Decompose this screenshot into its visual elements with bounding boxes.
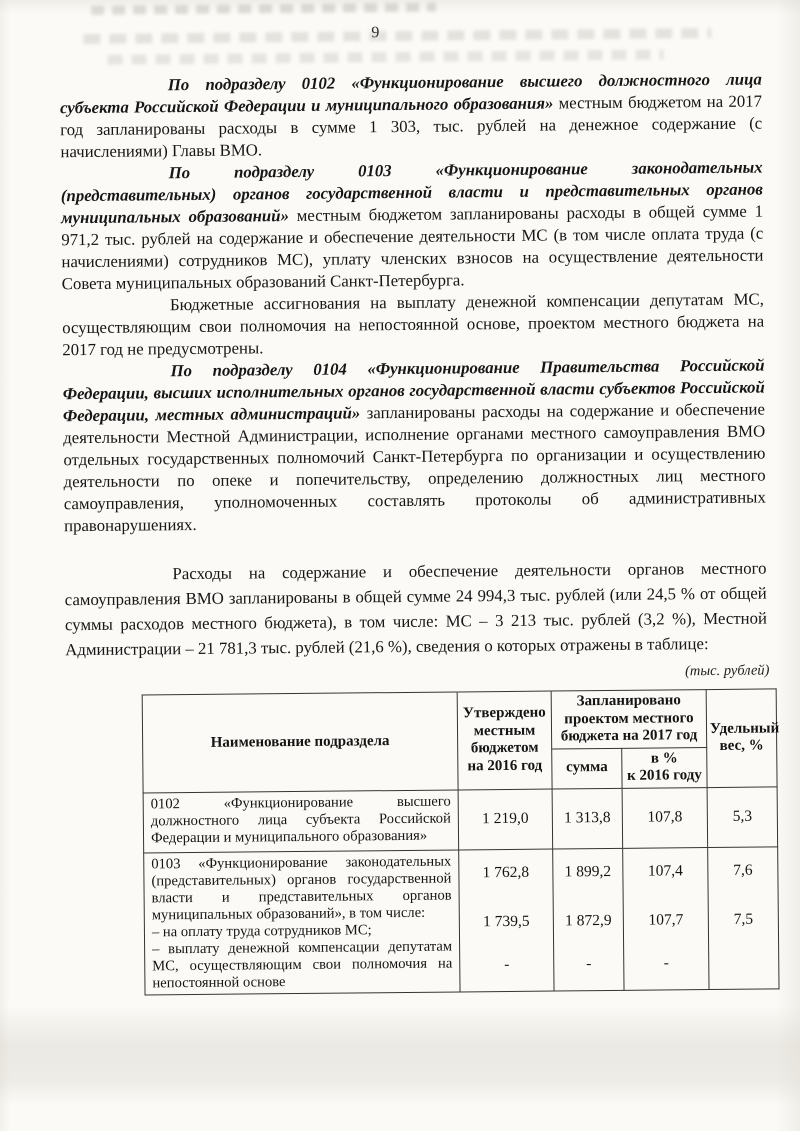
col-header-name: Наименование подраздела	[142, 692, 458, 793]
cell-pct-0103-total: 107,4	[647, 861, 683, 880]
unit-note: (тыс. рублей)	[684, 662, 770, 680]
cell-pct-0103	[623, 847, 709, 990]
cell-pct-0103-compensation: -	[663, 953, 669, 971]
paragraph-subsection-0104	[62, 354, 766, 537]
cell-name-0102: 0102 «Функционирование высшего должностного лица субъекта Российской Федерации и муниципального образования»	[143, 789, 459, 852]
col-header-pct-to-2016: в % к 2016 году	[622, 747, 707, 788]
cell-weight-0103-salary: 7,5	[733, 910, 754, 928]
cell-approved-0102: 1 219,0	[458, 789, 553, 850]
paragraph-lead-0104: По подразделу 0104 «Функционирование Правительства Российской Федерации, высших исполнительных органов государственной власти субъектов Российской Федерации, местных администраций»	[62, 355, 765, 426]
page-number: 9	[371, 24, 380, 42]
paragraph-budget-allocations: Бюджетные ассигнования на выплату денежной компенсации депутатам МС, осуществляющим свои полномочия на непостоянной основе, проектом местного бюджета на 2017 год не предусмотрены.	[62, 289, 765, 360]
budget-table	[142, 688, 780, 995]
cell-pct-0103-salary: 107,7	[648, 910, 684, 929]
col-header-planned-2017-group: Запланировано проектом местного бюджета на 2017 год	[551, 690, 707, 749]
cell-weight-0103	[708, 846, 779, 989]
cell-sum-0103-salary: 1 872,9	[565, 911, 612, 929]
cell-name-0103-sub2: – выплату денежной компенсации депутатам МС, осуществляющим свои полномочия на непостоянной основе	[152, 938, 453, 991]
document-body	[60, 69, 768, 663]
cell-pct-0102: 107,8	[622, 787, 708, 848]
cell-approved-0103-salary: 1 739,5	[483, 912, 530, 930]
cell-approved-0103	[459, 849, 554, 992]
cell-sum-0103-total: 1 899,2	[564, 862, 612, 880]
cell-approved-0103-total: 1 762,8	[482, 863, 530, 881]
paragraph-subsection-0103	[61, 157, 764, 296]
table-header-row-1	[142, 689, 777, 753]
cell-name-0103	[144, 849, 460, 994]
cell-weight-0103-total: 7,6	[733, 861, 753, 879]
paragraph-subsection-0102	[60, 69, 763, 164]
cell-name-0103-sub1: – на оплату труда сотрудников МС;	[151, 921, 372, 940]
col-header-sum: сумма	[552, 748, 622, 789]
bleed-through-artifact	[91, 3, 436, 15]
paragraph-expenses-summary: Расходы на содержание и обеспечение деятельности органов местного самоуправления ВМО запланированы в общей сумме 24 994,3 тыс. рублей (или 24,5 % от общей суммы расходов местного бюджета), в том числе: МС – 3 213 тыс. рублей (3,2 %), Местной Администрации – 21 781,3 тыс. рублей (21,6 %), сведения о которых отражены в таблице:	[64, 558, 768, 660]
paragraph-text-0102: местным бюджетом на 2017 год запланированы расходы в сумме 1 303, тыс. рублей на денежное содержание (с начислениями) Главы ВМО.	[60, 91, 763, 162]
cell-weight-0103-compensation	[711, 945, 776, 980]
cell-approved-0103-compensation: -	[504, 955, 510, 973]
paragraph-text-0104: запланированы расходы на содержание и обеспечение деятельности Местной Администрации, исполнение органами местного самоуправления ВМО отдельных государственных полномочий Санкт-Петербурга по организации и осуществлению деятельности по опеке и попечительству, определению должностных лиц местного самоуправления, уполномоченных составлять протоколы об административных правонарушениях.	[63, 399, 766, 536]
col-header-weight: Удельный вес, %	[706, 689, 777, 787]
cell-sum-0102: 1 313,8	[552, 788, 623, 849]
cell-name-0103-main: 0103 «Функционирование законодательных (представительных) органов государственной власти и представительных органов муниципальных образований», в том числе:	[151, 853, 452, 923]
paragraph-text-0103: местным бюджетом запланированы расходы в общей сумме 1 971,2 тыс. рублей на содержание и обеспечение деятельности МС (в том числе оплата труда (с начислениями) сотрудников МС), уплату членских взносов на осуществление деятельности Совета муниципальных образований Санкт-Петербурга.	[61, 201, 764, 294]
cell-sum-0103-compensation: -	[586, 954, 592, 972]
bleed-through-artifact	[108, 49, 664, 64]
cell-weight-0102: 5,3	[707, 786, 778, 847]
cell-sum-0103	[553, 848, 624, 991]
table-row-0103	[144, 846, 779, 994]
paragraph-lead-0102: По подразделу 0102 «Функционирование высшего должностного лица субъекта Российской Федерации и муниципального образования»	[59, 69, 762, 118]
table-row-0102	[143, 786, 778, 852]
paragraph-lead-0103: По подразделу 0103 «Функционирование законодательных (представительных) органов государственной власти и представительных органов муниципальных образований»	[60, 157, 763, 228]
col-header-approved-2016: Утверждено местным бюджетом на 2016 год	[457, 691, 552, 789]
